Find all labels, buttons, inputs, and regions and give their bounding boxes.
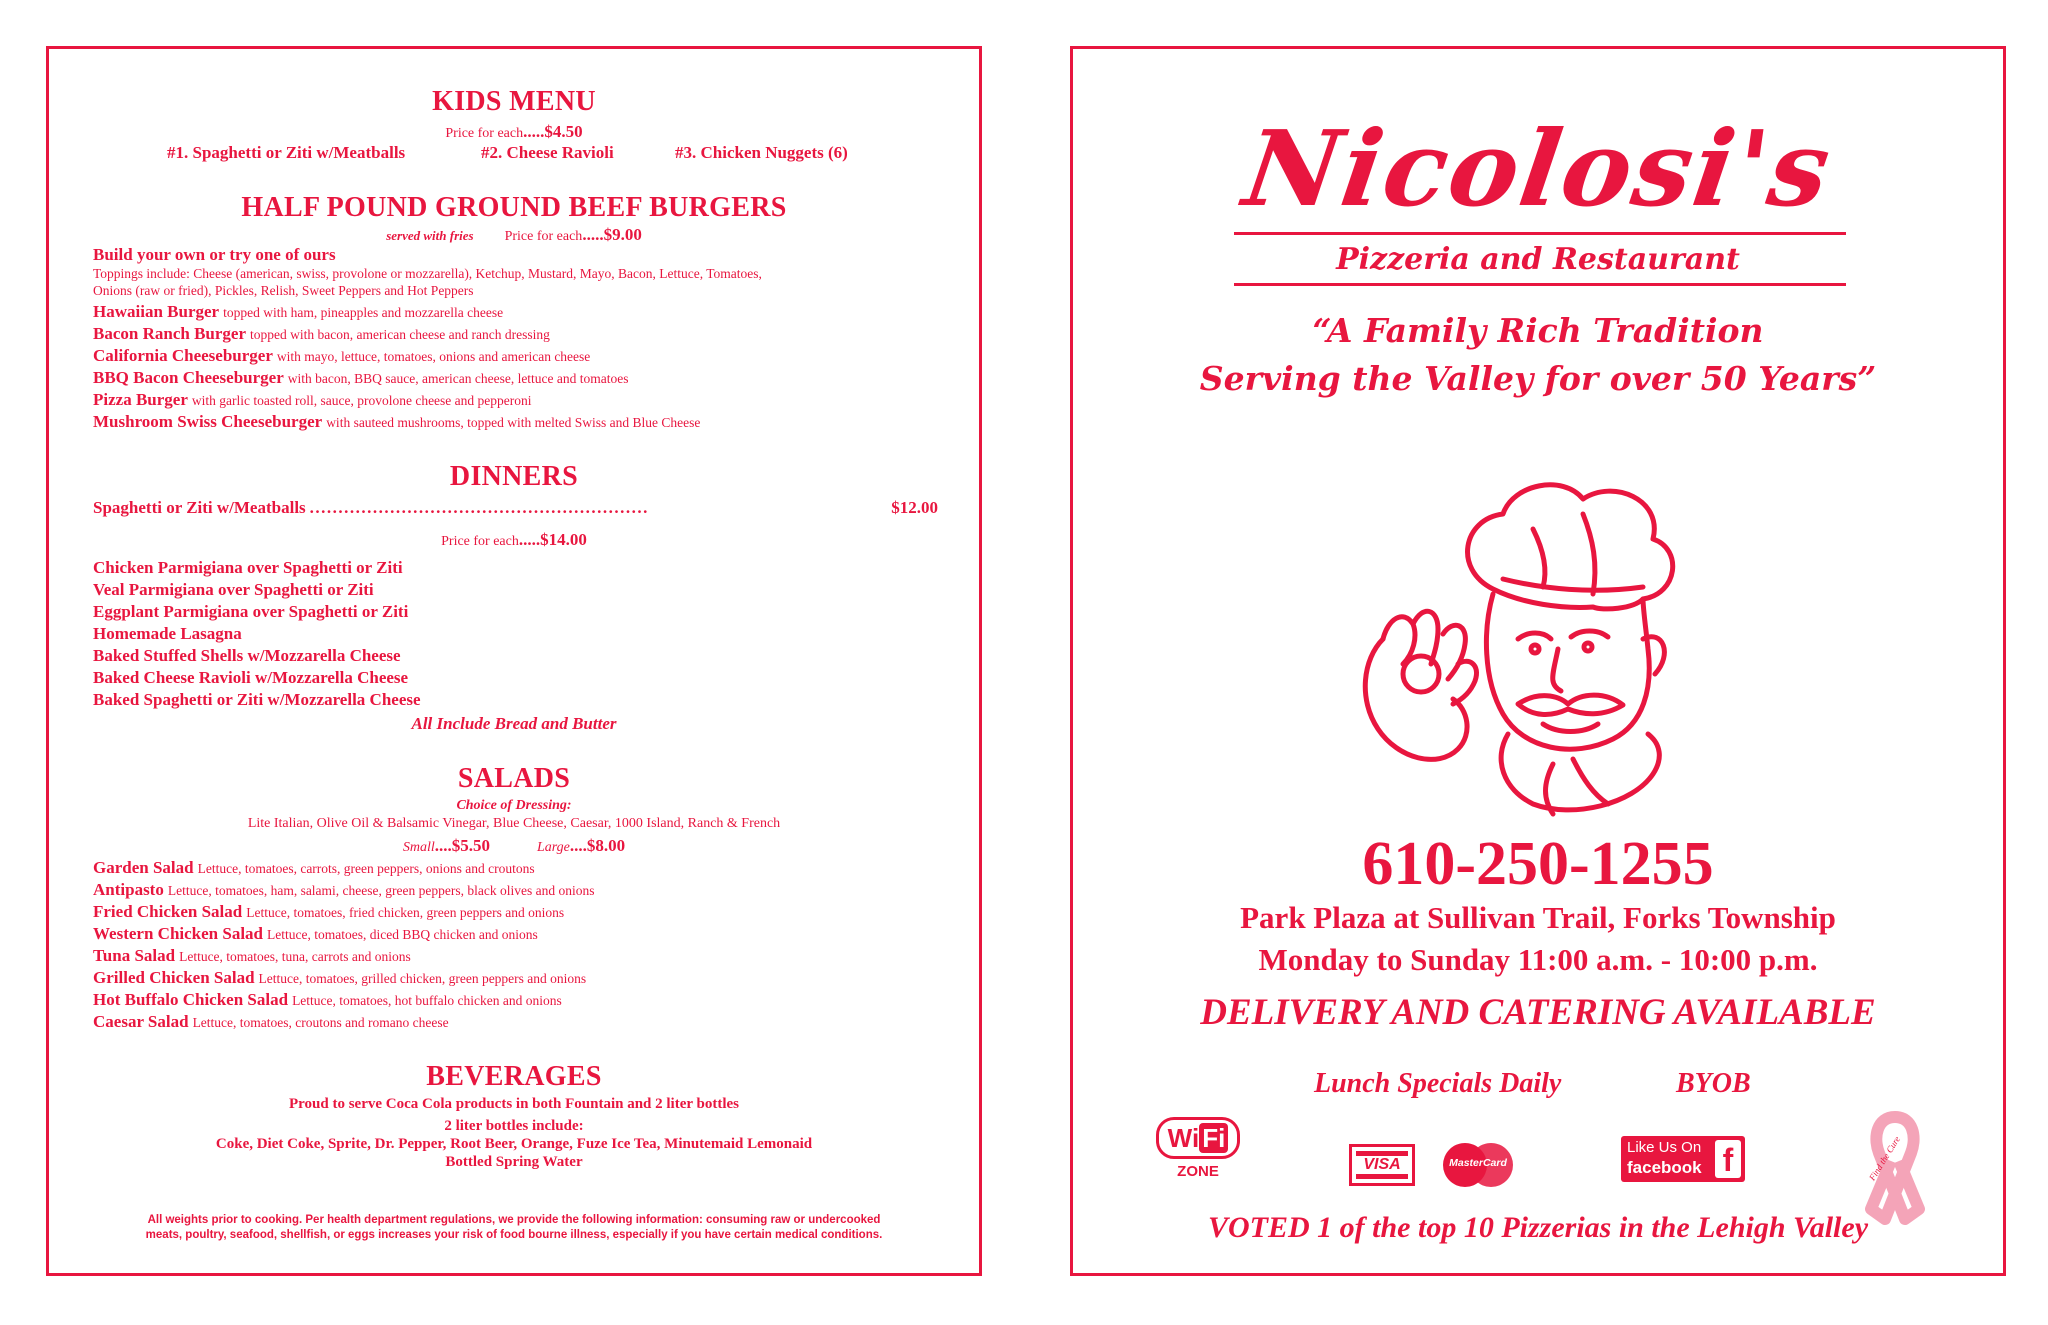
salad-item: Grilled Chicken Salad Lettuce, tomatoes, grilled chicken, green peppers and onions <box>93 968 587 987</box>
menu-left-panel <box>46 46 982 1276</box>
dinner-item: Chicken Parmigiana over Spaghetti or Ziti <box>93 558 403 577</box>
burgers-build: Build your own or try one of ours <box>93 245 336 264</box>
wifi-zone-icon: Wi Fi ZONE <box>1156 1117 1246 1197</box>
burgers-title: HALF POUND GROUND BEEF BURGERS <box>241 192 787 223</box>
disclaimer-1: All weights prior to cooking. Per health department regulations, we provide the following information: consuming raw or undercooked <box>147 1214 881 1226</box>
address: Park Plaza at Sullivan Trail, Forks Township <box>1240 900 1836 935</box>
dinners-price: Price for each.....$14.00 <box>441 530 587 549</box>
dinners-footer: All Include Bread and Butter <box>411 714 617 733</box>
burger-item: California Cheeseburger with mayo, lettuce, tomatoes, onions and american cheese <box>93 346 591 365</box>
burger-item: Bacon Ranch Burger topped with bacon, american cheese and ranch dressing <box>93 324 550 343</box>
beverages-line-2: 2 liter bottles include: <box>444 1118 584 1134</box>
salads-price: Small....$5.50 Large....$8.00 <box>402 836 626 855</box>
visa-icon: VISA <box>1349 1144 1415 1186</box>
burger-item: BBQ Bacon Cheeseburger with bacon, BBQ sauce, american cheese, lettuce and tomatoes <box>93 368 629 387</box>
tagline-2: Serving the Valley for over 50 Years” <box>1199 359 1877 398</box>
salad-item: Hot Buffalo Chicken Salad Lettuce, tomatoes, hot buffalo chicken and onions <box>93 990 562 1009</box>
beverages-line-1: Proud to serve Coca Cola products in both Fountain and 2 liter bottles <box>288 1096 740 1112</box>
kids-item-1: #1. Spaghetti or Ziti w/Meatballs <box>167 143 406 162</box>
disclaimer-2: meats, poultry, seafood, shellfish, or eggs increases your risk of food bourne illness, especially if you have certain medical conditions. <box>145 1229 883 1241</box>
voted-banner: VOTED 1 of the top 10 Pizzerias in the Lehigh Valley <box>1207 1211 1869 1244</box>
burger-item: Hawaiian Burger topped with ham, pineapples and mozzarella cheese <box>93 302 504 321</box>
burgers-price: served with fries Price for each.....$9.00 <box>386 225 642 244</box>
kids-item-3: #3. Chicken Nuggets (6) <box>675 143 848 162</box>
burger-item: Mushroom Swiss Cheeseburger with sauteed mushrooms, topped with melted Swiss and Blue Cheese <box>93 412 701 431</box>
salad-item: Tuna Salad Lettuce, tomatoes, tuna, carrots and onions <box>93 946 411 965</box>
chef-illustration-icon <box>1343 459 1733 829</box>
salad-item: Fried Chicken Salad Lettuce, tomatoes, fried chicken, green peppers and onions <box>93 902 565 921</box>
salad-item: Antipasto Lettuce, tomatoes, ham, salami, cheese, green peppers, black olives and onions <box>93 880 595 899</box>
salad-item: Garden Salad Lettuce, tomatoes, carrots, green peppers, onions and croutons <box>93 858 535 877</box>
beverages-line-4: Bottled Spring Water <box>445 1154 583 1170</box>
dinner-item: Homemade Lasagna <box>93 624 242 643</box>
facebook-icon[interactable]: Like Us On facebook f <box>1621 1136 1745 1182</box>
dinner-item: Baked Stuffed Shells w/Mozzarella Cheese <box>93 646 401 665</box>
salad-item: Caesar Salad Lettuce, tomatoes, croutons and romano cheese <box>93 1012 449 1031</box>
lunch-specials: Lunch Specials Daily <box>1314 1068 1562 1099</box>
phone-number[interactable]: 610-250-1255 <box>1362 830 1714 898</box>
restaurant-logo: Nicolosi's <box>1237 107 1840 230</box>
dinner-item: Eggplant Parmigiana over Spaghetti or Ziti <box>93 602 409 621</box>
byob: BYOB <box>1676 1068 1751 1099</box>
dinner-item: Baked Spaghetti or Ziti w/Mozzarella Cheese <box>93 690 421 709</box>
logo-rule-bottom <box>1234 283 1846 286</box>
beverages-title: BEVERAGES <box>426 1061 602 1092</box>
kids-item-2: #2. Cheese Ravioli <box>481 143 614 162</box>
restaurant-subtitle: Pizzeria and Restaurant <box>1336 242 1740 277</box>
salads-dressings: Lite Italian, Olive Oil & Balsamic Vinegar, Blue Cheese, Caesar, 1000 Island, Ranch & French <box>247 816 781 831</box>
delivery-catering: DELIVERY AND CATERING AVAILABLE <box>1200 992 1876 1033</box>
kids-price: Price for each.....$4.50 <box>445 122 583 141</box>
salad-item: Western Chicken Salad Lettuce, tomatoes, diced BBQ chicken and onions <box>93 924 538 943</box>
cover-right-panel <box>1070 46 2006 1276</box>
burgers-toppings-1: Toppings include: Cheese (american, swiss, provolone or mozzarella), Ketchup, Mustard, Mayo, Bacon, Lettuce, Tomatoes, <box>93 266 762 281</box>
dinner-item: Veal Parmigiana over Spaghetti or Ziti <box>93 580 374 599</box>
salads-title: SALADS <box>457 763 571 794</box>
tagline-1: “A Family Rich Tradition <box>1312 311 1764 350</box>
logo-rule-top <box>1234 232 1846 235</box>
salads-choice: Choice of Dressing: <box>456 798 572 813</box>
burger-item: Pizza Burger with garlic toasted roll, sauce, provolone cheese and pepperoni <box>93 390 532 409</box>
beverages-line-3: Coke, Diet Coke, Sprite, Dr. Pepper, Root Beer, Orange, Fuze Ice Tea, Minutemaid Lemonaid <box>215 1136 813 1152</box>
dinner-item: Baked Cheese Ravioli w/Mozzarella Cheese <box>93 668 409 687</box>
mastercard-icon: MasterCard <box>1443 1143 1513 1187</box>
ribbon-text: Find the Cure <box>1867 1134 1903 1183</box>
hours: Monday to Sunday 11:00 a.m. - 10:00 p.m. <box>1258 942 1818 977</box>
dinners-title: DINNERS <box>449 461 579 492</box>
kids-menu-title: KIDS MENU <box>432 86 596 117</box>
burgers-toppings-2: Onions (raw or fried), Pickles, Relish, Sweet Peppers and Hot Peppers <box>93 283 474 298</box>
dinners-first-item: Spaghetti or Ziti w/Meatballs ........................................................... $12.00 <box>93 498 938 517</box>
